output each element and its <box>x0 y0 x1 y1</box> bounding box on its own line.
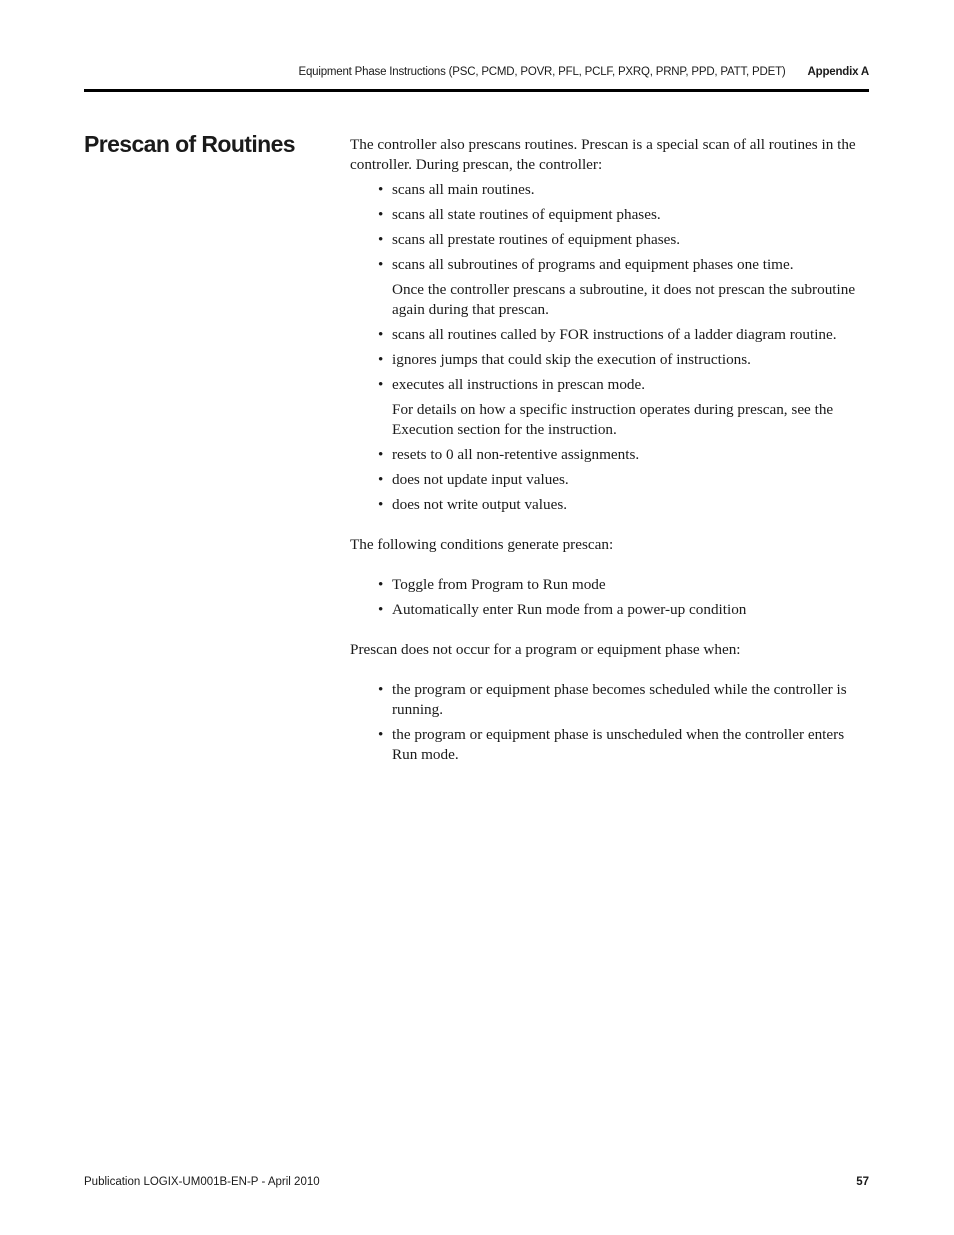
list-item-text: resets to 0 all non-retentive assignments. <box>392 446 640 463</box>
list-item <box>378 445 871 465</box>
bullet-icon: • <box>378 206 384 223</box>
list-item-text: scans all subroutines of programs and equipment phases one time. <box>392 256 794 273</box>
not-occur-intro: Prescan does not occur for a program or equipment phase when: <box>350 641 741 658</box>
bullet-icon: • <box>378 601 384 618</box>
list-item-text: Toggle from Program to Run mode <box>392 576 606 593</box>
list-item <box>378 470 871 490</box>
list-item <box>378 680 871 720</box>
list-item <box>378 600 871 620</box>
list-item-text: the program or equipment phase becomes scheduled while the controller is running. <box>392 681 847 718</box>
appendix-label: Appendix A <box>807 66 869 78</box>
list-item-text: scans all routines called by FOR instructions of a ladder diagram routine. <box>392 326 837 343</box>
list-item-text: executes all instructions in prescan mode. <box>392 376 646 393</box>
bullet-icon: • <box>378 376 384 393</box>
prescan-conditions-list <box>350 575 871 620</box>
list-item <box>378 325 871 345</box>
list-item <box>378 375 871 440</box>
section-body <box>350 135 871 765</box>
list-item-text: scans all state routines of equipment phases. <box>392 206 661 223</box>
bullet-icon: • <box>378 681 384 698</box>
bullet-icon: • <box>378 446 384 463</box>
list-item <box>378 725 871 765</box>
bullet-icon: • <box>378 726 384 743</box>
running-title: Equipment Phase Instructions (PSC, PCMD, POVR, PFL, PCLF, PXRQ, PRNP, PPD, PATT, PDET) <box>298 66 786 78</box>
bullet-icon: • <box>378 576 384 593</box>
bullet-icon: • <box>378 256 384 273</box>
header-rule <box>84 89 869 92</box>
list-item-note: For details on how a specific instruction operates during prescan, see the Execution section for the instruction. <box>392 401 834 438</box>
list-item <box>378 230 871 250</box>
bullet-icon: • <box>378 496 384 513</box>
list-item <box>378 205 871 225</box>
page-number: 57 <box>856 1176 869 1188</box>
list-item-text: ignores jumps that could skip the execution of instructions. <box>392 351 751 368</box>
running-header <box>84 66 869 78</box>
no-prescan-list <box>350 680 871 765</box>
list-item <box>378 495 871 515</box>
list-item-text: scans all main routines. <box>392 181 535 198</box>
list-item-text: Automatically enter Run mode from a power-up condition <box>392 601 747 618</box>
bullet-icon: • <box>378 471 384 488</box>
list-item <box>378 255 871 320</box>
list-item <box>378 350 871 370</box>
intro-paragraph: The controller also prescans routines. Prescan is a special scan of all routines in the controller. During prescan, the controller: <box>350 136 856 173</box>
list-item-text: does not update input values. <box>392 471 569 488</box>
list-item <box>378 180 871 200</box>
bullet-icon: • <box>378 181 384 198</box>
prescan-actions-list <box>350 180 871 515</box>
list-item <box>378 575 871 595</box>
list-item-note: Once the controller prescans a subroutine, it does not prescan the subroutine again during that prescan. <box>392 281 856 318</box>
list-item-text: scans all prestate routines of equipment phases. <box>392 231 681 248</box>
bullet-icon: • <box>378 351 384 368</box>
list-item-text: the program or equipment phase is unscheduled when the controller enters Run mode. <box>392 726 845 763</box>
section-title: Prescan of Routines <box>84 131 295 157</box>
publication-info: Publication LOGIX-UM001B-EN-P - April 2010 <box>84 1176 320 1188</box>
bullet-icon: • <box>378 326 384 343</box>
bullet-icon: • <box>378 231 384 248</box>
list-item-text: does not write output values. <box>392 496 568 513</box>
conditions-intro: The following conditions generate prescan: <box>350 536 614 553</box>
